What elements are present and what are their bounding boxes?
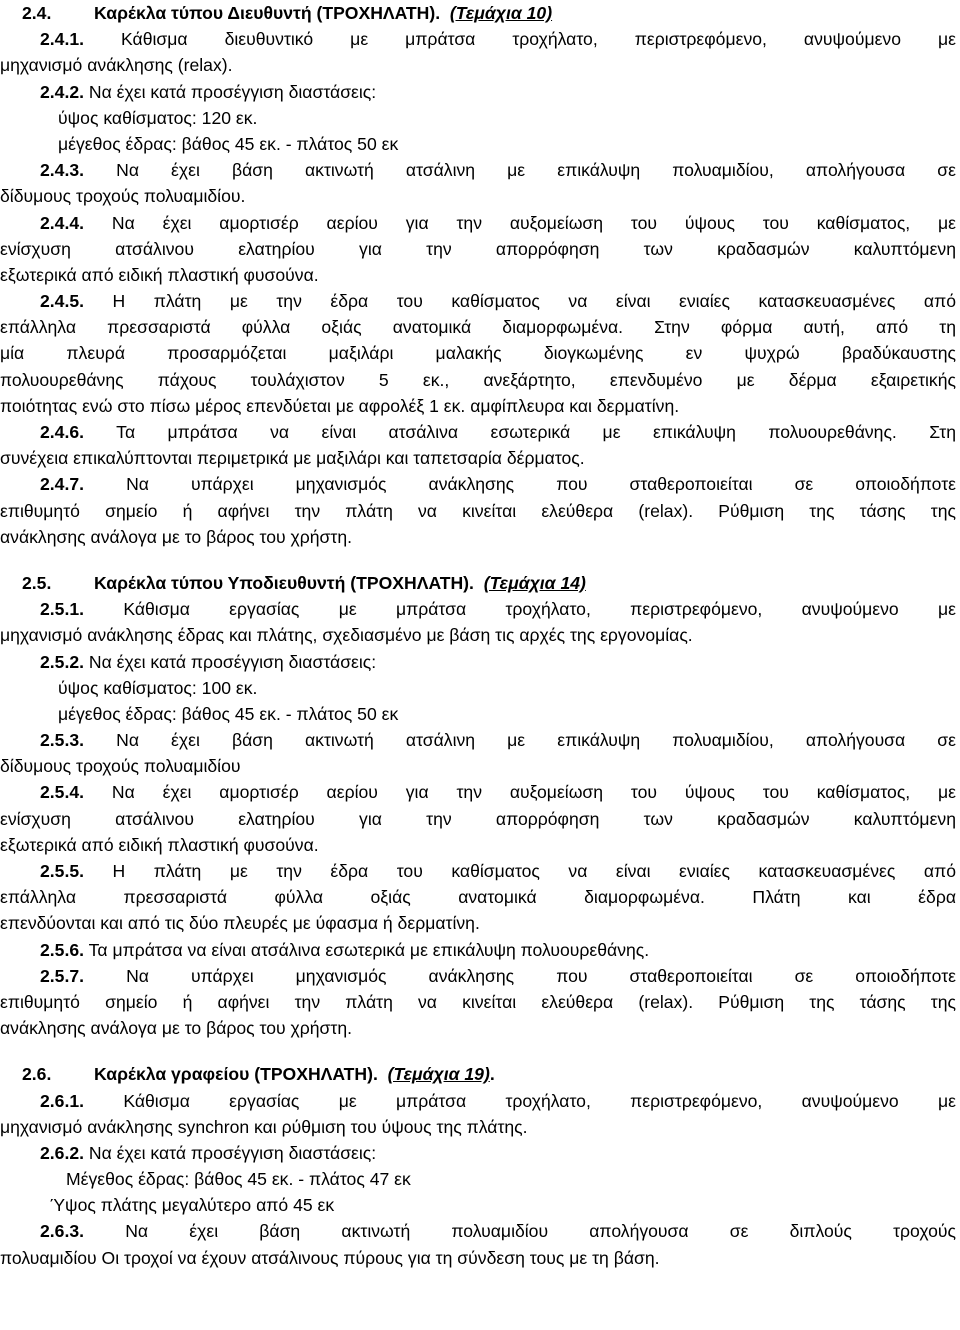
paragraph-line: επιθυμητό σημείο ή αφήνει την πλάτη να κινείται ελεύθερα (relax). Ρύθμιση της τάσης της xyxy=(0,991,956,1012)
paragraph-line xyxy=(0,157,956,183)
paragraph-number: 2.6.3. xyxy=(40,1221,85,1242)
paragraph-line: μηχανισμό ανάκλησης έδρας και πλάτης, σχεδιασμένο με βάση τις αρχές της εργονομίας. xyxy=(0,625,693,646)
paragraph-text: Η πλάτη με την έδρα του καθίσματος να είναι ενιαίες κατασκευασμένες από xyxy=(112,861,956,881)
paragraph-line: ανάκλησης ανάλογα με το βάρος του χρήστη. xyxy=(0,526,353,547)
paragraph-line xyxy=(0,937,956,963)
paragraph-line: ποιότητας ενώ στο πίσω μέρος επενδύεται με αφρολέξ 1 εκ. αμφίπλευρα και δερματίνη. xyxy=(0,395,680,416)
section-number: 2.4. xyxy=(22,3,52,23)
paragraph-line xyxy=(0,858,956,884)
section-heading-2-6 xyxy=(0,1061,956,1087)
paragraph-line: ανάκλησης ανάλογα με το βάρος του χρήστη. xyxy=(0,1018,353,1039)
paragraph-text: Κάθισμα εργασίας με μπράτσα τροχήλατο, περιστρεφόμενο, ανυψούμενο με xyxy=(123,599,956,620)
paragraph-line xyxy=(0,288,956,314)
section-number: 2.5. xyxy=(22,572,52,593)
paragraph-number: 2.4.5. xyxy=(40,291,85,312)
paragraph-text: Να έχει βάση ακτινωτή πολυαμιδίου απολήγουσα σε διπλούς τροχούς xyxy=(125,1221,956,1242)
paragraph-line: επιθυμητό σημείο ή αφήνει την πλάτη να κινείται ελεύθερα (relax). Ρύθμιση της τάσης της xyxy=(0,500,956,521)
dimension-line: ύψος καθίσματος: 120 εκ. xyxy=(58,107,258,128)
quantity-label: (Τεμάχια 14) xyxy=(483,572,586,593)
paragraph-number: 2.6.2. xyxy=(40,1142,85,1163)
paragraph-number: 2.5.4. xyxy=(40,782,85,803)
paragraph-line xyxy=(0,596,956,622)
section-title: Καρέκλα τύπου Υποδιευθυντή (ΤΡΟΧΗΛΑΤΗ). xyxy=(94,572,474,593)
paragraph-number: 2.4.6. xyxy=(40,422,85,442)
paragraph-line xyxy=(0,1218,956,1244)
paragraph-number: 2.5.7. xyxy=(40,965,85,986)
paragraph-number: 2.4.7. xyxy=(40,474,85,495)
section-number: 2.6. xyxy=(22,1064,52,1085)
paragraph-number: 2.5.6. xyxy=(40,939,85,960)
paragraph-number: 2.4.2. xyxy=(40,81,85,102)
paragraph-text: Να έχει αμορτισέρ αερίου για την αυξομείωση του ύψους του καθίσματος, με xyxy=(111,782,956,803)
quantity-suffix: . xyxy=(489,1064,495,1085)
paragraph-number: 2.5.5. xyxy=(40,861,85,881)
paragraph-line xyxy=(0,210,956,236)
section-heading-2-5 xyxy=(0,570,956,596)
paragraph-text: Να έχει βάση ακτινωτή ατσάλινη με επικάλυψη πολυαμιδίου, απολήγουσα σε xyxy=(116,730,956,751)
paragraph-line xyxy=(0,419,956,445)
paragraph-line: πολυαμιδίου Οι τροχοί να έχουν ατσάλινους πύρους για τη σύνδεση τους με τη βάση. xyxy=(0,1247,660,1268)
paragraph-text: Να έχει αμορτισέρ αερίου για την αυξομείωση του ύψους του καθίσματος, με xyxy=(111,212,956,233)
section-spacer xyxy=(0,1041,956,1061)
paragraph-line: δίδυμους τροχούς πολυαμιδίου xyxy=(0,756,241,777)
paragraph-text: Να έχει κατά προσέγγιση διαστάσεις: xyxy=(88,81,377,102)
quantity-label: (Τεμάχια 10) xyxy=(449,3,553,23)
paragraph-line xyxy=(0,727,956,753)
section-spacer xyxy=(0,550,956,570)
paragraph-line: επάλληλα πρεσσαριστά φύλλα οξιάς ανατομικά διαμορφωμένα. Στην φόρμα αυτή, από τη xyxy=(0,317,956,338)
paragraph-line xyxy=(0,471,956,497)
paragraph-number: 2.6.1. xyxy=(40,1090,85,1111)
paragraph-number: 2.4.3. xyxy=(40,160,85,181)
paragraph-text: Τα μπράτσα να είναι ατσάλινα εσωτερικά με επικάλυψη πολυουρεθάνης. xyxy=(88,939,650,960)
paragraph-number: 2.5.2. xyxy=(40,651,85,672)
dimension-line: μέγεθος έδρας: βάθος 45 εκ. - πλάτος 50 εκ xyxy=(58,133,399,154)
paragraph-line: συνέχεια επικαλύπτονται περιμετρικά με μαξιλάρι και ταπετσαρία δέρματος. xyxy=(0,448,585,469)
paragraph-number: 2.5.1. xyxy=(40,599,85,620)
section-title: Καρέκλα γραφείου (ΤΡΟΧΗΛΑΤΗ). xyxy=(94,1064,378,1085)
paragraph-line: μηχανισμό ανάκλησης (relax). xyxy=(0,55,233,76)
paragraph-text: Να υπάρχει μηχανισμός ανάκλησης που σταθεροποιείται σε οποιοδήποτε xyxy=(126,965,956,986)
paragraph-number: 2.5.3. xyxy=(40,730,85,751)
paragraph-line: επάλληλα πρεσσαριστά φύλλα οξιάς ανατομικά διαμορφωμένα. Πλάτη και έδρα xyxy=(0,887,956,908)
paragraph-text: Να έχει κατά προσέγγιση διαστάσεις: xyxy=(88,1142,377,1163)
paragraph-text: Κάθισμα διευθυντικό με μπράτσα τροχήλατο, περιστρεφόμενο, ανυψούμενο με xyxy=(121,29,956,50)
paragraph-line xyxy=(0,779,956,805)
paragraph-line xyxy=(0,26,956,52)
paragraph-text: Κάθισμα εργασίας με μπράτσα τροχήλατο, περιστρεφόμενο, ανυψούμενο με xyxy=(123,1090,956,1111)
paragraph-line: μηχανισμό ανάκλησης synchron και ρύθμιση του ύψους της πλάτης. xyxy=(0,1116,528,1137)
quantity-label: (Τεμάχια 19) xyxy=(387,1064,490,1085)
paragraph-line xyxy=(0,649,956,675)
paragraph-line: εξωτερικά από ειδική πλαστική φυσούνα. xyxy=(0,264,319,285)
paragraph-line: εξωτερικά από ειδική πλαστική φυσούνα. xyxy=(0,834,319,855)
paragraph-text: Να υπάρχει μηχανισμός ανάκλησης που σταθεροποιείται σε οποιοδήποτε xyxy=(126,474,956,495)
dimension-line: Μέγεθος έδρας: βάθος 45 εκ. - πλάτος 47 εκ xyxy=(66,1169,411,1190)
paragraph-line: πολυουρεθάνης πάχους τουλάχιστον 5 εκ., ανεξάρτητο, επενδυμένο με δέρμα εξαιρετικής xyxy=(0,369,956,390)
paragraph-line xyxy=(0,1088,956,1114)
paragraph-line: επενδύονται και από τις δύο πλευρές με ύφασμα ή δερματίνη. xyxy=(0,913,480,934)
section-title: Καρέκλα τύπου Διευθυντή (ΤΡΟΧΗΛΑΤΗ). xyxy=(94,3,441,23)
paragraph-number: 2.4.4. xyxy=(40,212,85,233)
paragraph-text: Να έχει βάση ακτινωτή ατσάλινη με επικάλυψη πολυαμιδίου, απολήγουσα σε xyxy=(116,160,956,181)
paragraph-text: Τα μπράτσα να είναι ατσάλινα εσωτερικά με επικάλυψη πολυουρεθάνης. Στη xyxy=(116,422,956,442)
paragraph-text: Να έχει κατά προσέγγιση διαστάσεις: xyxy=(88,651,377,672)
paragraph-line: ενίσχυση ατσάλινου ελατηρίου για την απορρόφηση των κραδασμών καλυπτόμενη xyxy=(0,808,956,829)
dimension-line: μέγεθος έδρας: βάθος 45 εκ. - πλάτος 50 εκ xyxy=(58,703,399,724)
section-heading-2-4 xyxy=(0,0,956,26)
paragraph-line xyxy=(0,79,956,105)
paragraph-text: Η πλάτη με την έδρα του καθίσματος να είναι ενιαίες κατασκευασμένες από xyxy=(112,291,956,312)
dimension-line: ύψος καθίσματος: 100 εκ. xyxy=(58,677,258,698)
paragraph-line xyxy=(0,1140,956,1166)
dimension-line: Ύψος πλάτης μεγαλύτερο από 45 εκ xyxy=(50,1195,335,1216)
paragraph-line: ενίσχυση ατσάλινου ελατηρίου για την απορρόφηση των κραδασμών καλυπτόμενη xyxy=(0,238,956,259)
paragraph-number: 2.4.1. xyxy=(40,29,85,50)
paragraph-line: δίδυμους τροχούς πολυαμιδίου. xyxy=(0,186,246,207)
paragraph-line: μία πλευρά προσαρμόζεται μαξιλάρι μαλακής διογκωμένης εν ψυχρώ βραδύκαυστης xyxy=(0,343,956,364)
paragraph-line xyxy=(0,963,956,989)
